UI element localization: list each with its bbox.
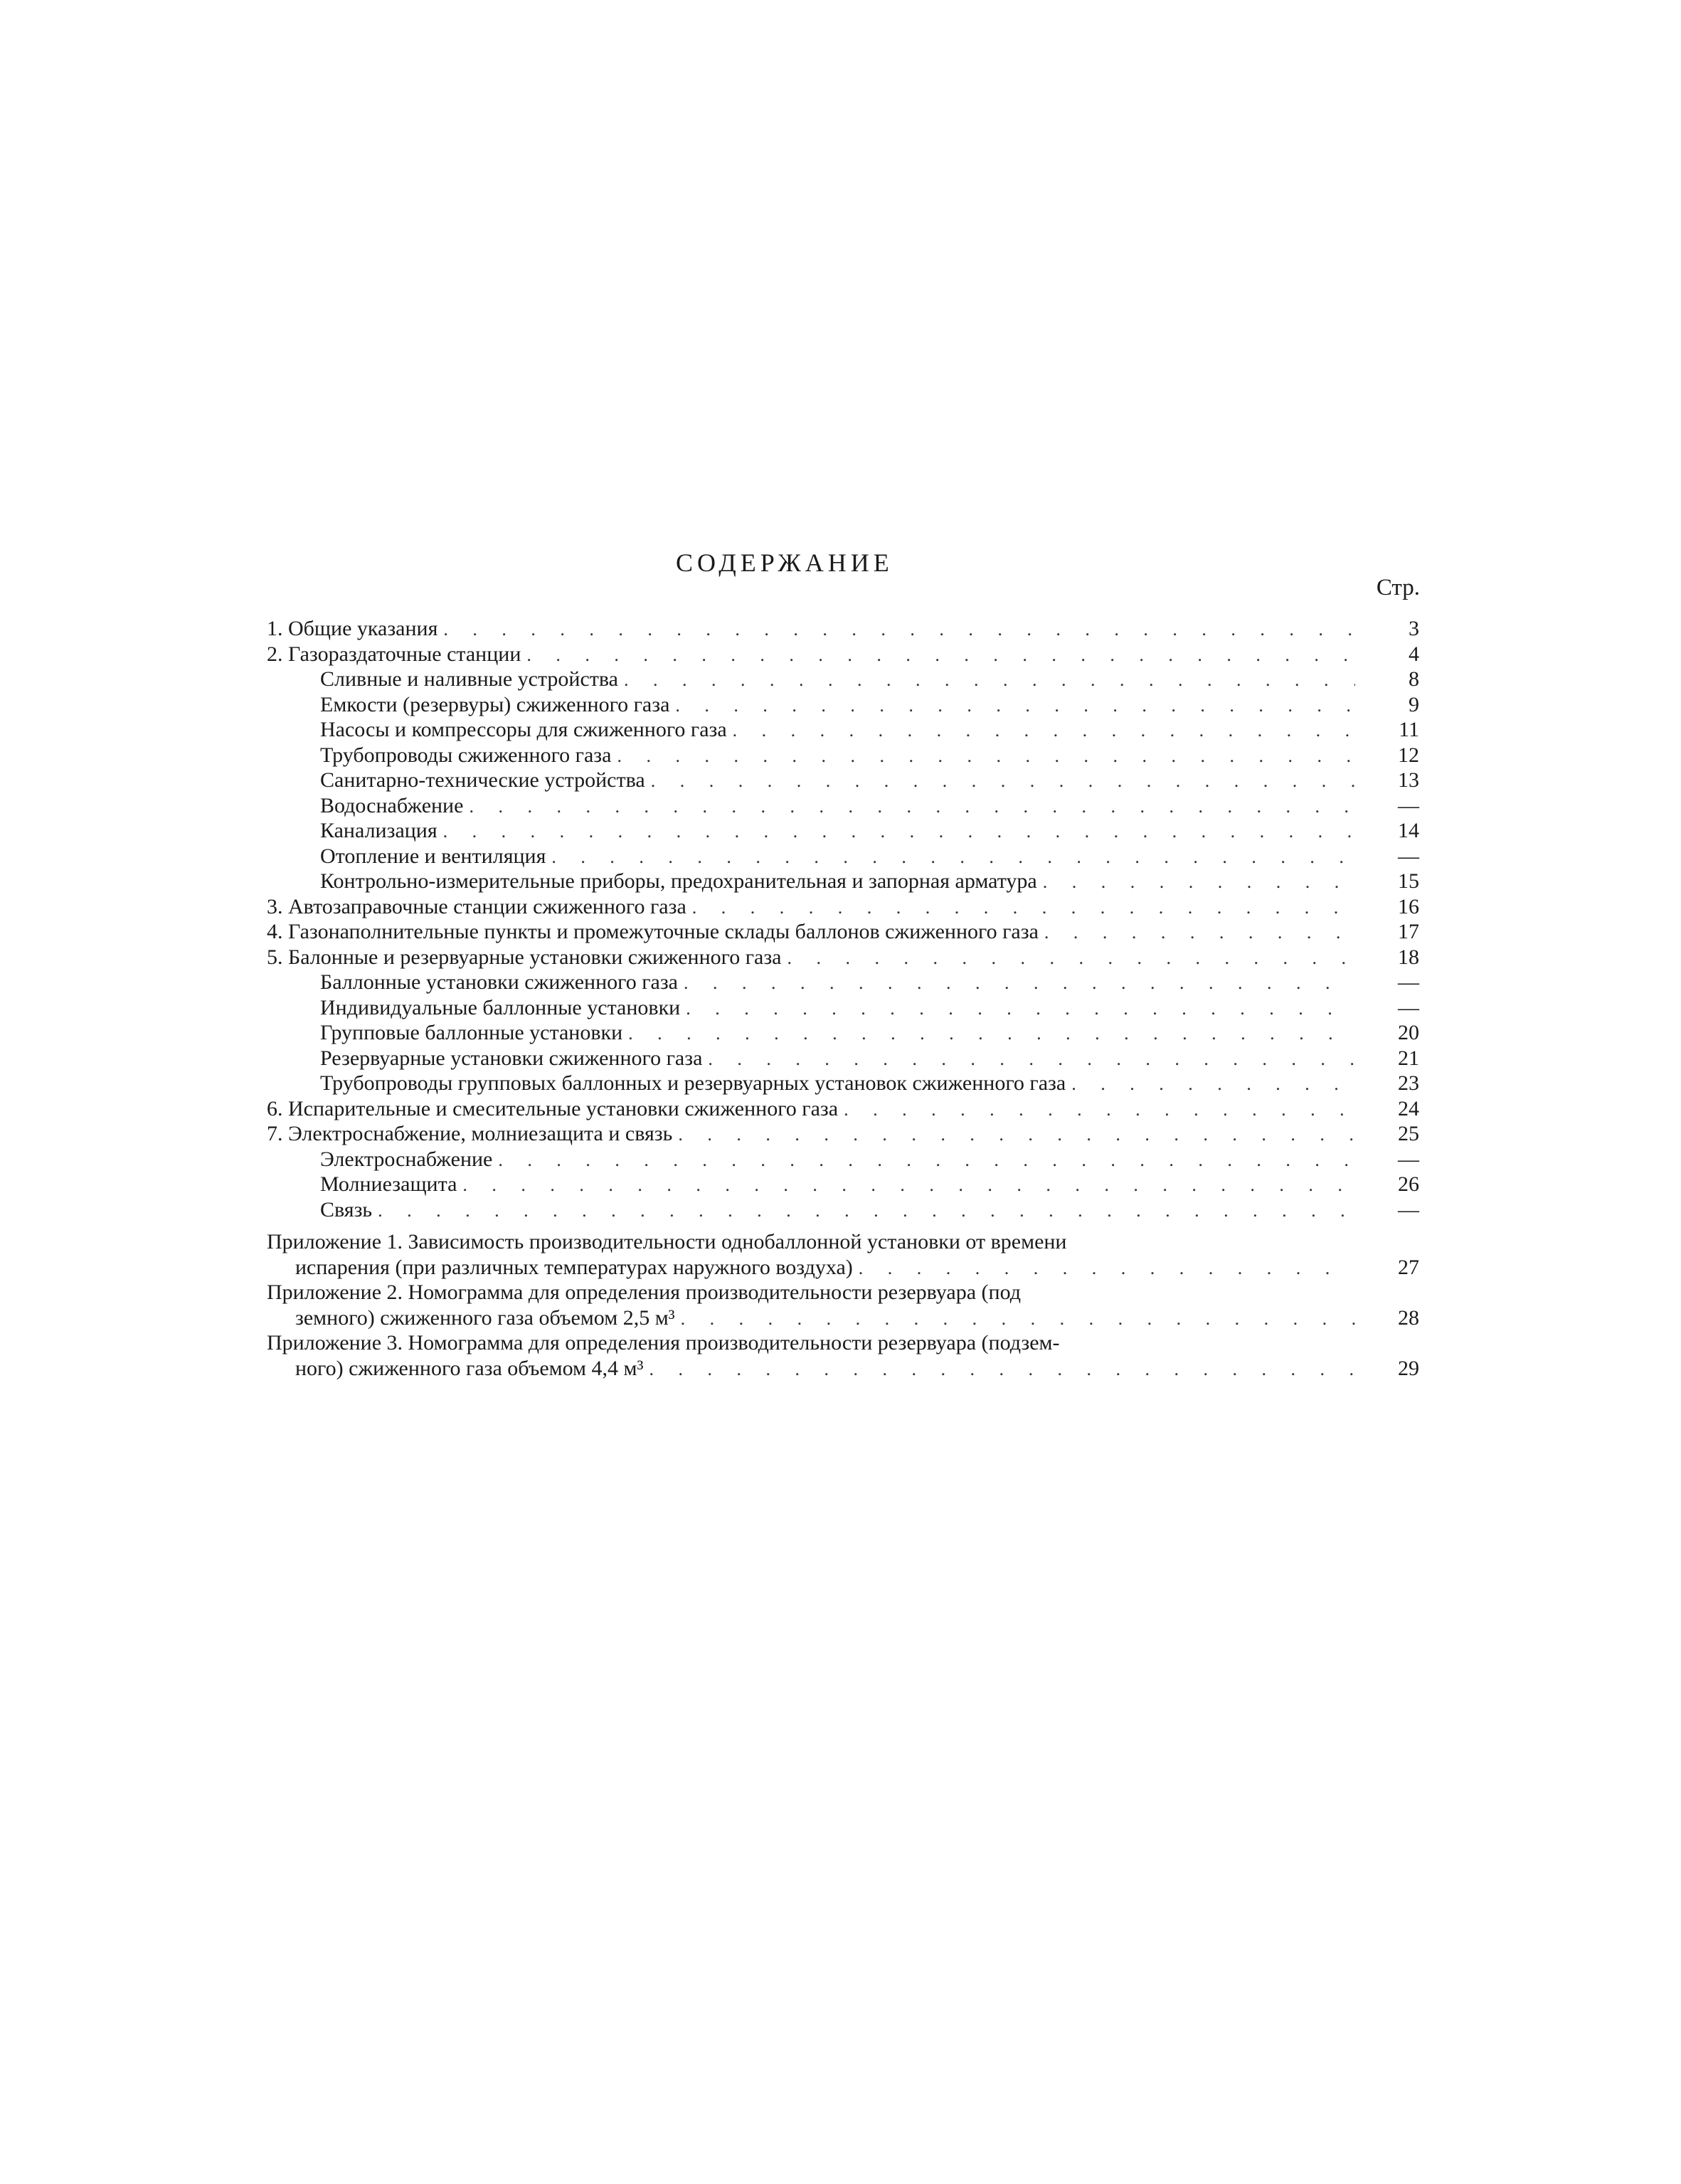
- dot-leader: [686, 996, 1355, 1022]
- toc-appendix-page: 28: [1398, 1305, 1419, 1330]
- toc-entry: [267, 1020, 1419, 1046]
- toc-appendix-continuation: [267, 1305, 1419, 1331]
- toc-appendix: [267, 1229, 1419, 1280]
- toc-entry-lead: [267, 945, 1355, 971]
- toc-entry-lead: [320, 1020, 1355, 1046]
- toc-entry-title: Санитарно-технические устройства: [320, 768, 651, 793]
- toc-entry-title: Насосы и компрессоры для сжиженного газа: [320, 717, 733, 743]
- dot-leader: [443, 617, 1355, 642]
- dot-leader: [1071, 1071, 1355, 1097]
- toc-entry-title: 4. Газонаполнительные пункты и промежуточные склады баллонов сжиженного газа: [267, 919, 1044, 945]
- dot-leader: [1044, 920, 1355, 945]
- dot-leader: [788, 945, 1355, 971]
- toc-appendix-title-cont: земного) сжиженного газа объемом 2,5 м³: [295, 1305, 675, 1330]
- toc-entry-title: Сливные и наливные устройства: [320, 667, 624, 692]
- toc-entry-page: 15: [1398, 869, 1419, 893]
- toc-entry-title: 2. Газораздаточные станции: [267, 642, 526, 667]
- toc-entry: [267, 1121, 1419, 1147]
- toc-appendices: [267, 1229, 1419, 1381]
- dot-leader: [678, 1122, 1355, 1147]
- toc-appendix-title: Приложение 3. Номограмма для определения производительности резервуара (подзем-: [267, 1331, 1060, 1355]
- toc-entries: [267, 616, 1419, 1222]
- toc-entry-lead: [320, 717, 1355, 743]
- toc-entry-lead: [320, 793, 1355, 820]
- toc-entry: [267, 1197, 1419, 1223]
- toc-entry-lead: [320, 844, 1355, 870]
- toc-entry-page: 8: [1409, 667, 1419, 691]
- dot-leader: [681, 1306, 1355, 1332]
- toc-entry-lead: [320, 818, 1355, 844]
- toc-entry: [267, 616, 1419, 642]
- toc-entry-lead: [320, 1147, 1355, 1173]
- toc-entry-title: 7. Электроснабжение, молниезащита и связь: [267, 1121, 678, 1147]
- toc-entry-lead: [320, 743, 1355, 769]
- dot-leader: [443, 819, 1355, 844]
- toc-entry-page: 11: [1399, 718, 1419, 741]
- toc-entry: [267, 869, 1419, 894]
- toc-entry-title: 6. Испарительные и смесительные установки сжиженного газа: [267, 1096, 844, 1122]
- toc-entry-title: Контрольно-измерительные приборы, предохранительная и запорная арматура: [320, 869, 1043, 894]
- toc-appendix-continuation: [267, 1356, 1419, 1382]
- toc-entry-title: Трубопроводы сжиженного газа: [320, 743, 617, 768]
- toc-entry-page: 21: [1398, 1046, 1419, 1070]
- dot-leader: [649, 1357, 1355, 1382]
- toc-entry: [267, 1046, 1419, 1071]
- toc-entry: [267, 1096, 1419, 1122]
- toc-entry-page: 26: [1398, 1172, 1419, 1196]
- toc-entry-lead: [320, 869, 1355, 895]
- toc-entry: [267, 692, 1419, 718]
- toc-appendix-lead: [295, 1255, 1355, 1281]
- dot-leader: [624, 667, 1355, 693]
- toc-entry-lead: [320, 995, 1355, 1022]
- toc-entry-page: —: [1398, 1147, 1419, 1171]
- dot-leader: [684, 970, 1355, 996]
- toc-entry: [267, 970, 1419, 995]
- toc-entry-title: Отопление и вентиляция: [320, 844, 551, 869]
- toc-entry: [267, 818, 1419, 844]
- toc-entry-page: 14: [1398, 819, 1419, 842]
- toc-entry-page: —: [1398, 995, 1419, 1019]
- toc-entry-lead: [267, 642, 1355, 668]
- dot-leader: [859, 1256, 1355, 1281]
- dot-leader: [378, 1198, 1355, 1224]
- toc-entry-page: 23: [1398, 1071, 1419, 1095]
- toc-entry-title: Резервуарные установки сжиженного газа: [320, 1046, 708, 1071]
- toc-entry-lead: [320, 1197, 1355, 1224]
- toc-entry-page: 18: [1398, 945, 1419, 969]
- toc-entry: [267, 919, 1419, 945]
- toc-entry: [267, 743, 1419, 768]
- toc-entry-lead: [267, 616, 1355, 642]
- dot-leader: [498, 1147, 1355, 1173]
- toc-entry: [267, 667, 1419, 692]
- toc-appendix-title-cont: испарения (при различных температурах наружного воздуха): [295, 1255, 853, 1279]
- toc-entry-page: 16: [1398, 894, 1419, 918]
- dot-leader: [844, 1097, 1355, 1123]
- toc-entry: [267, 1147, 1419, 1172]
- toc-entry: [267, 844, 1419, 869]
- dot-leader: [651, 768, 1355, 794]
- toc-entry-title: Связь: [320, 1197, 378, 1223]
- toc-entry-page: 13: [1398, 768, 1419, 792]
- toc-entry: [267, 793, 1419, 819]
- toc-entry-title: Канализация: [320, 818, 443, 844]
- toc-appendix-lead: [295, 1305, 1355, 1332]
- toc-entry-page: —: [1398, 844, 1419, 868]
- toc-appendix-page: 27: [1398, 1255, 1419, 1279]
- toc-entry: [267, 1071, 1419, 1096]
- toc-entry-lead: [320, 970, 1355, 996]
- toc-appendix-lead: [295, 1356, 1355, 1382]
- toc-appendix-page: 29: [1398, 1356, 1419, 1380]
- toc-entry-lead: [320, 1071, 1355, 1097]
- toc-entry-title: Индивидуальные баллонные установки: [320, 995, 686, 1021]
- toc-entry: [267, 1172, 1419, 1197]
- dot-leader: [617, 743, 1355, 769]
- toc-entry: [267, 945, 1419, 970]
- table-of-contents: [267, 616, 1419, 1381]
- toc-entry-page: —: [1398, 970, 1419, 994]
- spacer: [267, 1222, 1419, 1229]
- dot-leader: [675, 693, 1355, 719]
- dot-leader: [733, 718, 1355, 743]
- dot-leader: [462, 1172, 1355, 1198]
- toc-entry-page: —: [1398, 793, 1419, 817]
- toc-entry-page: 25: [1398, 1122, 1419, 1145]
- toc-appendix-title-cont: ного) сжиженного газа объемом 4,4 м³: [295, 1356, 644, 1380]
- toc-entry-page: 20: [1398, 1021, 1419, 1044]
- toc-entry-page: 12: [1398, 743, 1419, 767]
- toc-entry-lead: [267, 1121, 1355, 1147]
- toc-entry-title: Баллонные установки сжиженного газа: [320, 970, 684, 995]
- toc-entry: [267, 894, 1419, 920]
- toc-entry-lead: [267, 1096, 1355, 1123]
- toc-entry-title: Трубопроводы групповых баллонных и резервуарных установок сжиженного газа: [320, 1071, 1071, 1096]
- toc-entry-title: 1. Общие указания: [267, 616, 443, 642]
- toc-entry: [267, 642, 1419, 667]
- toc-entry-title: Электроснабжение: [320, 1147, 498, 1172]
- toc-entry-lead: [267, 919, 1355, 945]
- toc-entry-page: —: [1398, 1197, 1419, 1221]
- toc-entry-title: Водоснабжение: [320, 793, 469, 819]
- toc-appendix-continuation: [267, 1255, 1419, 1281]
- page-column-header: Стр.: [1376, 575, 1420, 600]
- toc-appendix-title: Приложение 1. Зависимость производительности однобаллонной установки от времени: [267, 1230, 1067, 1253]
- dot-leader: [628, 1021, 1355, 1046]
- toc-entry-lead: [320, 667, 1355, 693]
- toc-entry-lead: [320, 1046, 1355, 1072]
- toc-entry-page: 9: [1409, 692, 1419, 716]
- toc-entry-lead: [267, 894, 1355, 921]
- dot-leader: [469, 794, 1355, 820]
- toc-entry-lead: [320, 768, 1355, 794]
- dot-leader: [1043, 869, 1355, 895]
- toc-appendix: [267, 1330, 1419, 1381]
- toc-entry-lead: [320, 1172, 1355, 1198]
- toc-entry-page: 17: [1398, 920, 1419, 943]
- dot-leader: [692, 895, 1355, 921]
- toc-entry-page: 24: [1398, 1096, 1419, 1120]
- toc-appendix-title: Приложение 2. Номограмма для определения производительности резервуара (под: [267, 1281, 1021, 1304]
- toc-entry-title: 5. Балонные и резервуарные установки сжиженного газа: [267, 945, 788, 970]
- toc-entry-page: 4: [1409, 642, 1419, 666]
- toc-entry: [267, 717, 1419, 743]
- toc-entry-lead: [320, 692, 1355, 719]
- dot-leader: [526, 642, 1355, 668]
- toc-entry-title: Групповые баллонные установки: [320, 1020, 628, 1046]
- toc-entry-page: 3: [1409, 617, 1419, 640]
- toc-entry: [267, 995, 1419, 1021]
- page-title: СОДЕРЖАНИЕ: [676, 548, 893, 577]
- toc-entry: [267, 768, 1419, 793]
- dot-leader: [551, 844, 1355, 870]
- toc-entry-title: Молниезащита: [320, 1172, 462, 1197]
- dot-leader: [708, 1046, 1355, 1072]
- toc-entry-title: 3. Автозаправочные станции сжиженного газа: [267, 894, 692, 920]
- toc-appendix: [267, 1280, 1419, 1330]
- toc-entry-title: Емкости (резервуры) сжиженного газа: [320, 692, 675, 718]
